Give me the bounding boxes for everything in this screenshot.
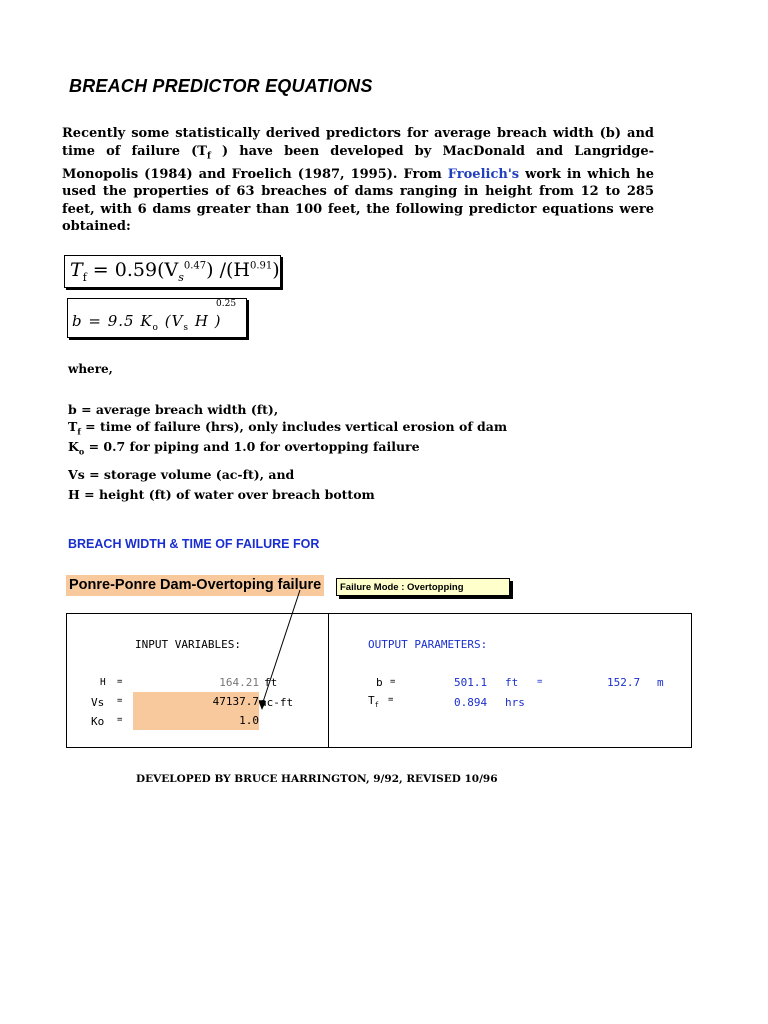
input-h-eq: = [117,677,123,687]
intro-tf-subscript: f [206,151,211,162]
input-ko-eq: = [117,715,123,725]
input-vs-label: Vs [91,696,105,709]
footer-credit: DEVELOPED BY BRUCE HARRINGTON, 9/92, REVISED 10/96 [136,773,498,785]
definition-vs: Vs = storage volume (ac-ft), and [68,467,295,482]
froelich-link[interactable]: Froelich's [447,166,520,182]
output-b-unit-m: m [657,676,664,689]
output-b-value-m: 152.7 [607,676,641,689]
definition-ko: $K_o = 0.7$ for piping and 1.0 for overtopping failure [68,439,420,457]
eq1-coef: = 0.59(V [86,259,179,281]
eq2-k-sub: o [152,323,159,333]
output-tf-unit: hrs [505,696,525,709]
output-b-unit: ft [505,676,519,689]
eq2-paren: (V [158,312,184,330]
failure-mode-comment: Failure Mode : Overtopping [336,578,510,596]
output-b-value: 501.1 [454,676,488,689]
eq2-h: H ) [189,312,222,330]
page-title: BREACH PREDICTOR EQUATIONS [69,76,373,96]
definition-b: b = average breach width (ft), [68,402,279,417]
output-tf-value: 0.894 [454,696,488,709]
input-h-value[interactable]: 164.21 [219,676,259,689]
eq1-v-sub: s [178,270,184,284]
definition-tf: $T_f$ = time of failure (hrs), only includes vertical erosion of dam [68,419,508,437]
eq2-rhs: = 9.5 K [82,312,153,330]
where-label: where, [68,362,113,376]
dam-name-label: Ponre-Ponre Dam-Overtoping failure [66,575,324,596]
eq1-h-exp: 0.91 [249,260,273,272]
input-vs-unit: ac-ft [260,696,294,709]
panel-divider [328,613,329,748]
eq2-v-sub: s [183,323,190,333]
eq1-v-exp: 0.47 [183,260,207,272]
input-h-label: H [100,677,106,688]
output-tf-label: $T_f$ [368,694,379,710]
output-tf-eq: = [388,695,394,705]
input-ko-label: Ko [91,715,105,728]
eq1-lhs-sub: f [82,270,87,284]
eq1-lhs: T [70,259,83,281]
input-ko-value[interactable]: 1.0 [133,711,259,730]
intro-text-3: work in which he used the properties of 63 breaches of dams ranging in height from 12 to 285 feet, with 6 dams greater than 100 feet, the following predictor equations were obtained: [62,166,654,235]
input-vs-value[interactable]: 47137.7 [133,692,259,711]
output-b-eq: = [390,677,396,687]
input-h-unit: ft [264,676,278,689]
intro-text-2: ) have been developed by MacDonald and Langridge-Monopolis (1984) and Froelich (1987, 1995). From [62,143,654,182]
section-heading: BREACH WIDTH & TIME OF FAILURE FOR [68,537,320,551]
output-parameters-heading: OUTPUT PARAMETERS: [368,638,488,651]
definition-h: H = height (ft) of water over breach bottom [68,487,375,502]
eq2-lhs: b [72,312,83,330]
input-variables-heading: INPUT VARIABLES: [135,638,241,651]
eq2-exponent: 0.25 [216,299,237,309]
input-vs-eq: = [117,696,123,706]
output-b-label: b [376,676,383,689]
output-b-eq2: = [537,677,543,687]
intro-text-1: Recently some statistically derived predictors for average breach width (b) and time of failure (T [62,126,654,159]
eq1-end: ) [272,259,280,281]
eq1-mid: ) /(H [206,259,250,281]
